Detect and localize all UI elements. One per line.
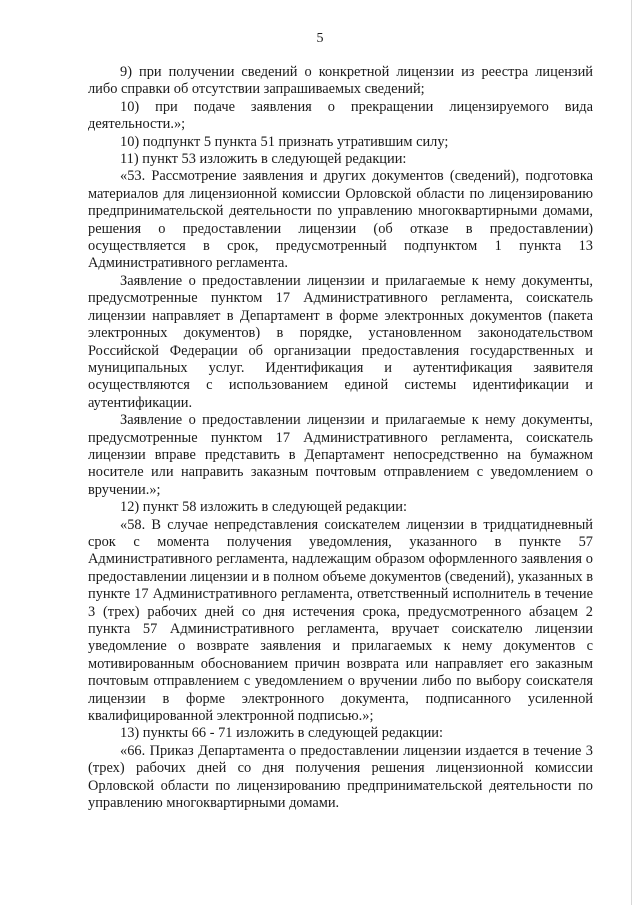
paragraph-clause-53-paper: Заявление о предоставлении лицензии и прилагаемые к нему документы, предусмотренные пунктом 17 Административного регламента, соискатель лицензии вправе представить в Департамент непосредственно на бумажном носителе или направить заказным почтовым отправлением с уведомлением о вручении.»;: [88, 412, 593, 498]
paragraph-item-10: 10) при подаче заявления о прекращении лицензируемого вида деятельности.»;: [88, 98, 593, 133]
paragraph-clause-58: «58. В случае непредставления соискателем лицензии в тридцатидневный срок с момента получения уведомления, указанного в пункте 57 Административного регламента, надлежащим образом оформленного заявления о предоставлении лицензии и в полном объеме документов (сведений), указанных в пункте 17 Административного регламента, ответственный исполнитель в течение 3 (трех) рабочих дней со дня истечения срока, предусмотренного абзацем 2 пункта 57 Административного регламента, вручает соискателю лицензии уведомление о возврате заявления и прилагаемых к нему документов с мотивированным обоснованием причин возврата или направляет его заказным почтовым отправлением с уведомлением о вручении либо по выбору соискателя лицензии в форме электронного документа, подписанного усиленной квалифицированной электронной подписью.»;: [88, 516, 593, 725]
paragraph-clause-66: «66. Приказ Департамента о предоставлении лицензии издается в течение 3 (трех) рабочих дней со дня получения решения лицензионной комиссии Орловской области по лицензированию предпринимательской деятельности по управлению многоквартирными домами.: [88, 742, 593, 812]
paragraph-amendment-12: 12) пункт 58 изложить в следующей редакции:: [120, 499, 407, 516]
page-edge-divider: [631, 0, 632, 905]
paragraph-amendment-10: 10) подпункт 5 пункта 51 признать утратившим силу;: [120, 133, 449, 150]
page-number: 5: [316, 31, 324, 46]
paragraph-clause-53: «53. Рассмотрение заявления и других документов (сведений), подготовка материалов для лицензионной комиссии Орловской области по лицензированию предпринимательской деятельности по управлению многоквартирными домами, решения о предоставлении лицензии (об отказе в предоставлении) осуществляется в срок, предусмотренный подпунктом 1 пункта 13 Административного регламента.: [88, 168, 593, 272]
paragraph-clause-53-electronic: Заявление о предоставлении лицензии и прилагаемые к нему документы, предусмотренные пунктом 17 Административного регламента, соискатель лицензии направляет в Департамент в форме электронных документов (пакета электронных документов) в порядке, установленном законодательством Российской Федерации об организации предоставления государственных и муниципальных услуг. Идентификация и аутентификация заявителя осуществляются с использованием единой системы идентификации и аутентификации.: [88, 272, 593, 411]
paragraph-amendment-13: 13) пункты 66 - 71 изложить в следующей редакции:: [120, 725, 443, 742]
paragraph-item-9: 9) при получении сведений о конкретной лицензии из реестра лицензий либо справки об отсутствии запрашиваемых сведений;: [88, 64, 593, 98]
paragraph-amendment-11: 11) пункт 53 изложить в следующей редакции:: [120, 151, 407, 168]
document-body: [88, 64, 593, 812]
